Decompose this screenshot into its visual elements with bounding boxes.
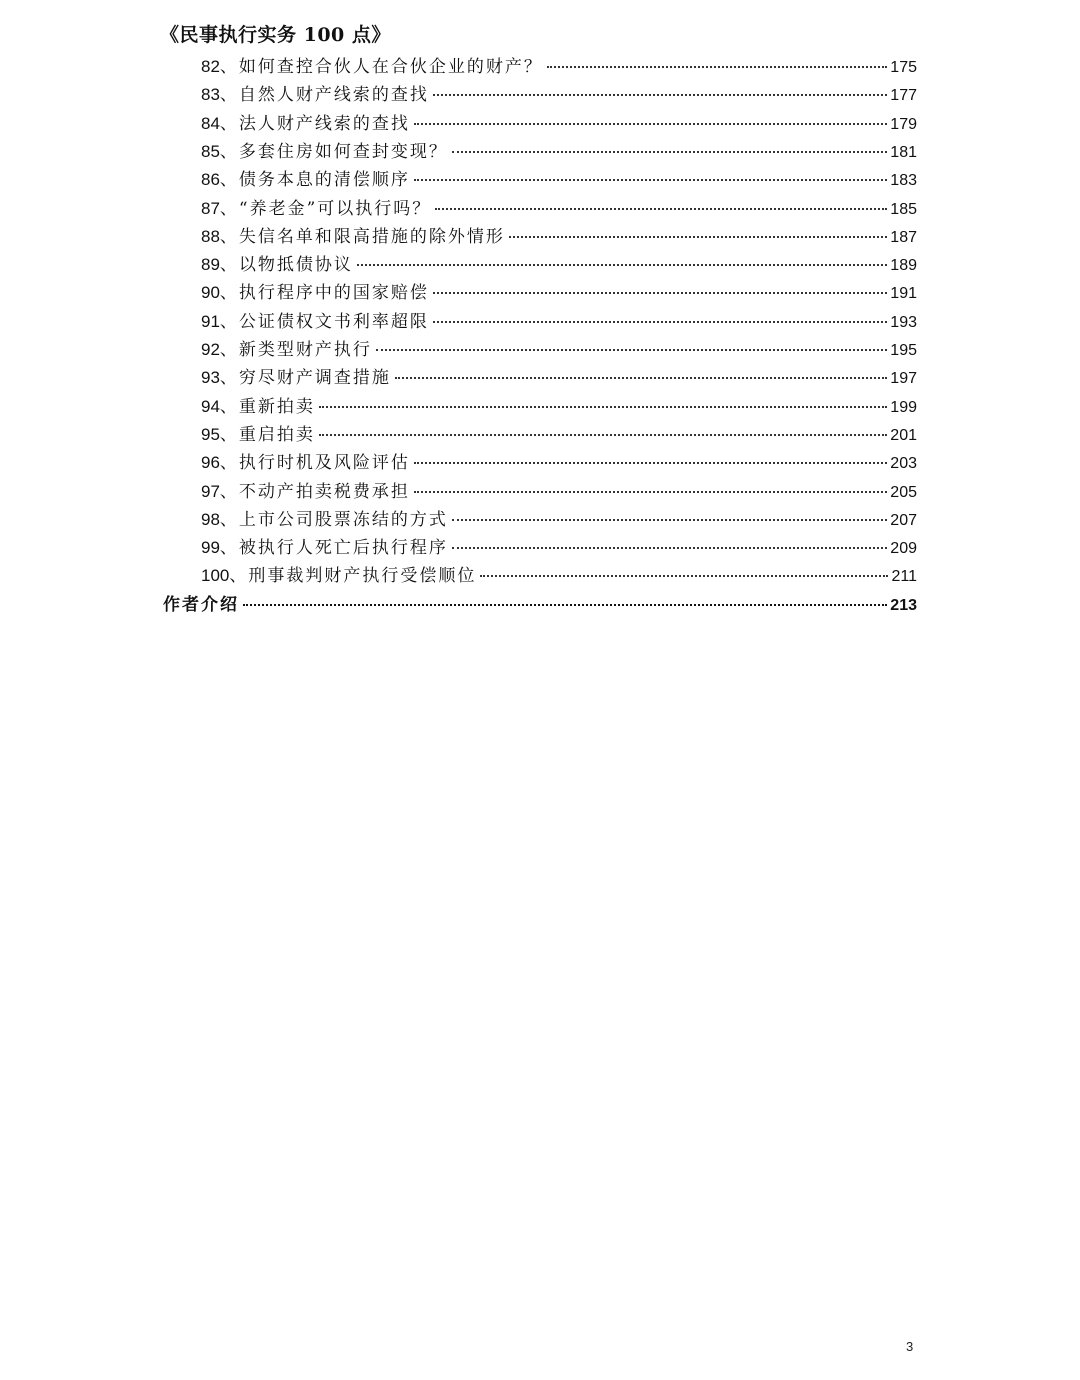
toc-entry bbox=[201, 137, 917, 165]
entry-title: 如何查控合伙人在合伙企业的财产？ bbox=[238, 57, 543, 77]
entry-separator: 、 bbox=[219, 453, 237, 474]
dot-leader bbox=[357, 264, 887, 266]
dot-leader bbox=[414, 462, 887, 464]
toc-entry bbox=[201, 278, 917, 306]
dot-leader bbox=[452, 151, 887, 153]
entry-title: 新类型财产执行 bbox=[238, 340, 372, 360]
entry-number: 90 bbox=[201, 283, 220, 303]
dot-leader bbox=[433, 292, 887, 294]
dot-leader bbox=[452, 547, 887, 549]
entry-separator: 、 bbox=[219, 113, 237, 134]
entry-number: 83 bbox=[201, 85, 220, 105]
page-number: 3 bbox=[906, 1339, 914, 1354]
entry-title: 上市公司股票冻结的方式 bbox=[238, 509, 448, 530]
entry-title: 刑事裁判财产执行受偿顺位 bbox=[248, 566, 477, 587]
entry-number: 82 bbox=[201, 57, 220, 76]
entry-number: 87 bbox=[201, 198, 220, 218]
entry-separator: 、 bbox=[219, 509, 237, 530]
entry-page: 179 bbox=[890, 115, 917, 133]
toc-entry bbox=[201, 533, 917, 561]
dot-leader bbox=[509, 236, 887, 238]
entry-separator: 、 bbox=[219, 311, 237, 332]
entry-page: 199 bbox=[890, 398, 917, 416]
toc-entry bbox=[201, 505, 917, 533]
entry-separator: 、 bbox=[219, 538, 237, 559]
toc-entry bbox=[201, 448, 917, 476]
entry-number: 85 bbox=[201, 141, 220, 161]
entry-page: 201 bbox=[890, 426, 917, 444]
entry-number: 92 bbox=[201, 340, 220, 359]
entry-title: 失信名单和限高措施的除外情形 bbox=[238, 226, 505, 247]
entry-separator: 、 bbox=[219, 368, 237, 389]
entry-number: 100 bbox=[201, 566, 230, 586]
dot-leader bbox=[319, 406, 887, 408]
entry-number: 95 bbox=[201, 424, 220, 444]
entry-separator: 、 bbox=[219, 85, 237, 106]
entry-number: 93 bbox=[201, 368, 220, 388]
dot-leader bbox=[395, 377, 887, 379]
entry-separator: 、 bbox=[219, 141, 237, 162]
dot-leader bbox=[435, 208, 887, 210]
toc-entry bbox=[201, 250, 917, 278]
toc-entry bbox=[201, 222, 917, 250]
entry-page: 193 bbox=[890, 313, 917, 331]
entry-title: 自然人财产线索的查找 bbox=[238, 85, 429, 106]
toc-entry bbox=[201, 363, 917, 391]
entry-page: 195 bbox=[890, 342, 917, 359]
entry-separator: 、 bbox=[219, 170, 237, 191]
toc-entry bbox=[201, 307, 917, 335]
dot-leader bbox=[319, 434, 887, 436]
entry-number: 99 bbox=[201, 538, 220, 558]
entry-title: 不动产拍卖税费承担 bbox=[238, 481, 410, 502]
entry-page: 211 bbox=[891, 568, 917, 586]
entry-separator: 、 bbox=[219, 481, 237, 502]
entry-separator: 、 bbox=[219, 198, 237, 219]
toc-entry bbox=[201, 420, 917, 448]
entry-page: 177 bbox=[890, 87, 917, 105]
entry-title: 以物抵债协议 bbox=[238, 255, 353, 276]
entry-title: 作者介绍 bbox=[163, 594, 239, 615]
toc-entry-author-intro bbox=[163, 590, 917, 618]
entry-number: 88 bbox=[201, 226, 220, 246]
entry-page: 213 bbox=[890, 596, 917, 614]
entry-separator: 、 bbox=[219, 396, 237, 417]
entry-number: 98 bbox=[201, 509, 220, 529]
dot-leader bbox=[452, 519, 887, 521]
entry-separator: 、 bbox=[219, 226, 237, 247]
entry-number: 84 bbox=[201, 113, 220, 133]
dot-leader bbox=[480, 575, 888, 577]
entry-separator: 、 bbox=[219, 424, 237, 445]
entry-title: 重启拍卖 bbox=[238, 424, 315, 445]
entry-page: 175 bbox=[890, 59, 917, 76]
entry-page: 189 bbox=[890, 257, 917, 275]
toc-entry bbox=[201, 392, 917, 420]
entry-number: 91 bbox=[201, 311, 220, 331]
dot-leader bbox=[243, 604, 887, 606]
entry-title: 公证债权文书利率超限 bbox=[238, 311, 429, 332]
entry-title: 法人财产线索的查找 bbox=[238, 113, 410, 134]
entry-title: 多套住房如何查封变现？ bbox=[238, 141, 448, 162]
toc-entry bbox=[201, 335, 917, 363]
entry-page: 181 bbox=[890, 143, 917, 161]
entry-page: 207 bbox=[890, 511, 917, 529]
entry-separator: 、 bbox=[219, 340, 237, 360]
entry-page: 209 bbox=[890, 540, 917, 558]
toc-entry bbox=[201, 80, 917, 108]
entry-title: 重新拍卖 bbox=[238, 396, 315, 417]
entry-page: 191 bbox=[890, 285, 917, 303]
entry-title: 被执行人死亡后执行程序 bbox=[238, 538, 448, 559]
entry-title: “养老金”可以执行吗？ bbox=[238, 198, 432, 219]
dot-leader bbox=[414, 491, 887, 493]
dot-leader bbox=[547, 66, 887, 68]
book-title: 《民事执行实务 100 点》 bbox=[160, 24, 391, 46]
entry-page: 205 bbox=[890, 483, 917, 501]
entry-page: 183 bbox=[890, 172, 917, 190]
entry-page: 203 bbox=[890, 455, 917, 473]
toc-entry bbox=[201, 194, 917, 222]
entry-page: 187 bbox=[890, 228, 917, 246]
dot-leader bbox=[414, 123, 887, 125]
entry-separator: 、 bbox=[219, 57, 237, 77]
dot-leader bbox=[376, 349, 887, 351]
toc-entry bbox=[201, 165, 917, 193]
entry-title: 债务本息的清偿顺序 bbox=[238, 170, 410, 191]
entry-page: 185 bbox=[890, 200, 917, 218]
entry-separator: 、 bbox=[219, 283, 237, 304]
entry-title: 穷尽财产调查措施 bbox=[238, 368, 391, 389]
entry-title: 执行程序中的国家赔偿 bbox=[238, 283, 429, 304]
entry-number: 89 bbox=[201, 255, 220, 275]
dot-leader bbox=[433, 94, 887, 96]
toc-entry bbox=[201, 109, 917, 137]
entry-number: 86 bbox=[201, 170, 220, 190]
toc-entry bbox=[201, 561, 917, 589]
entry-page: 197 bbox=[890, 370, 917, 388]
entry-number: 97 bbox=[201, 481, 220, 501]
entry-number: 96 bbox=[201, 453, 220, 473]
dot-leader bbox=[414, 179, 887, 181]
entry-separator: 、 bbox=[219, 255, 237, 276]
entry-separator: 、 bbox=[229, 566, 247, 587]
dot-leader bbox=[433, 321, 887, 323]
toc-entry bbox=[201, 52, 917, 80]
toc-entry bbox=[201, 477, 917, 505]
entry-number: 94 bbox=[201, 396, 220, 416]
entry-title: 执行时机及风险评估 bbox=[238, 453, 410, 474]
